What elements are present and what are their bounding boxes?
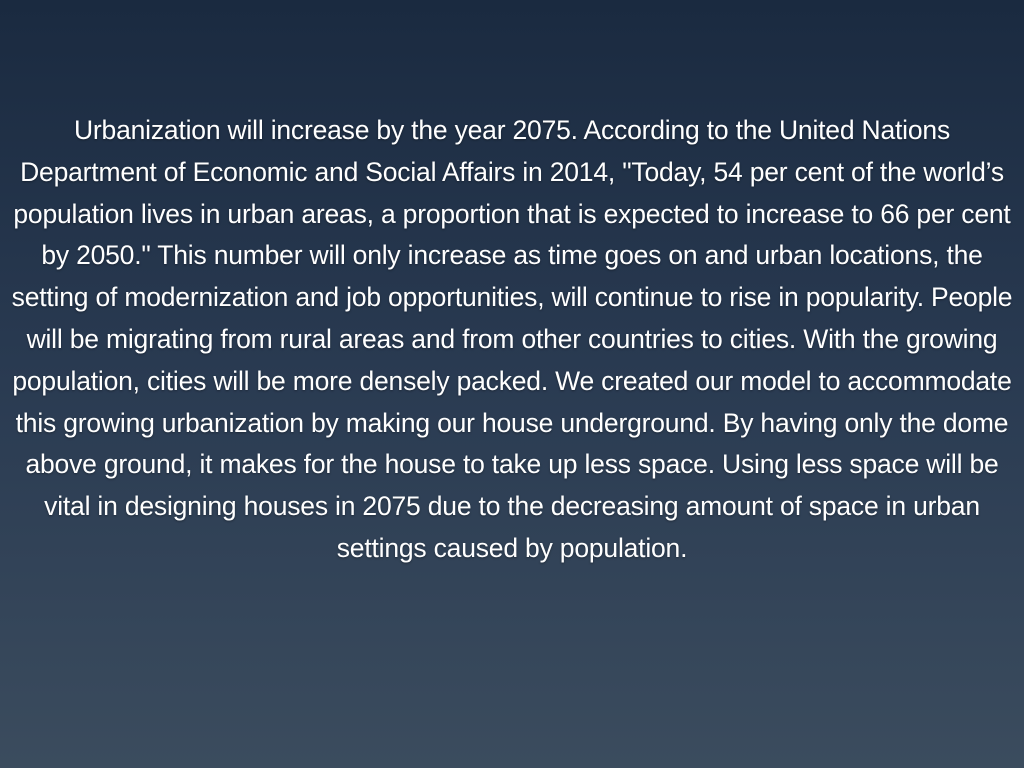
slide-body-text: Urbanization will increase by the year 2075. According to the United Nations Department of Economic and Social Affairs in 2014, "Today, 54 per cent of the world’s population lives in urban areas, a proportion that is expected to increase to 66 per cent by 2050." This number will only increase as time goes on and urban locations, the setting of modernization and job opportunities, will continue to rise in popularity. People will be migrating from rural areas and from other countries to cities. With the growing population, cities will be more densely packed. We created our model to accommodate this growing urbanization by making our house underground. By having only the dome above ground, it makes for the house to take up less space. Using less space will be vital in designing houses in 2075 due to the decreasing amount of space in urban settings caused by population. xyxy=(11,115,1013,563)
